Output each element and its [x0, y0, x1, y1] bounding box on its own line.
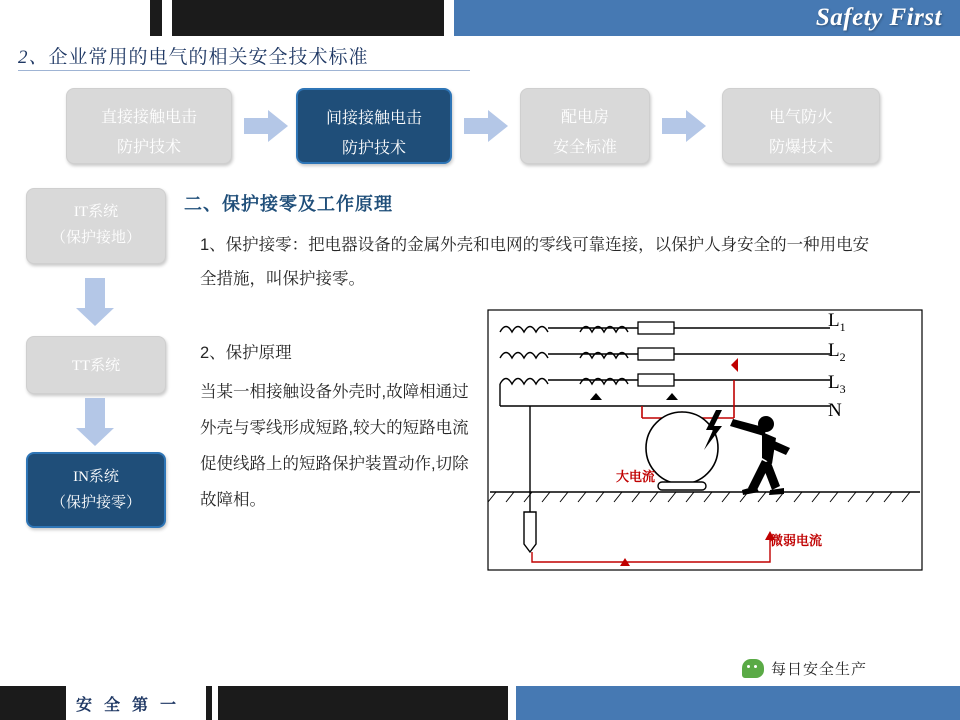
tn-system-schematic: [470, 300, 940, 600]
flow-box-line2: 安全标准: [552, 139, 617, 156]
flow-box-line2: 防护技术: [116, 139, 181, 156]
flow-box-line1: 直接接触电击: [100, 109, 197, 126]
paragraph-protective-neutral: 1、保护接零：把电器设备的金属外壳和电网的零线可靠连接，以保护人身安全的一种用电安全措施，叫保护接零。: [200, 236, 870, 288]
sidebar-item-line1: TT系统: [71, 358, 121, 374]
content-heading: 二、保护接零及工作原理: [184, 194, 393, 214]
annotation-weak-current: 微弱电流: [770, 533, 823, 548]
paragraph-principle-body: 当某一相接触设备外壳时,故障相通过外壳与零线形成短路,较大的短路电流促使线路上的短路保护装置动作,切除故障相。: [200, 383, 469, 509]
top-banner: [0, 0, 960, 36]
page-title: [18, 42, 369, 69]
section-number: 2、: [18, 47, 49, 68]
wechat-account-name: 每日安全生产: [771, 662, 868, 678]
flow-box-direct-contact[interactable]: [66, 88, 232, 164]
banner-segment-white: [0, 0, 150, 36]
footer-banner: [0, 686, 960, 720]
phase-label-l3: $L_3$: [828, 372, 846, 396]
phase-label-l1: $L_1$: [828, 310, 846, 334]
sidebar-item-tt-system[interactable]: [26, 336, 166, 394]
sidebar-item-it-system[interactable]: [26, 188, 166, 264]
sidebar-item-line1: IT系统: [73, 204, 119, 220]
sidebar-item-line1: IN系统: [73, 469, 119, 485]
sidebar-item-in-system[interactable]: [26, 452, 166, 528]
flow-box-indirect-contact[interactable]: [296, 88, 452, 164]
heading-divider: [18, 70, 470, 71]
footer-segment-blue: [516, 686, 960, 720]
paragraph-principle-title: 2、保护原理: [200, 344, 292, 362]
flow-box-line2: 防爆技术: [768, 139, 833, 156]
wechat-icon: [742, 659, 764, 678]
flow-box-fire-explosion[interactable]: [722, 88, 880, 164]
phase-label-l2: $L_2$: [828, 340, 846, 364]
flow-box-distribution-room[interactable]: [520, 88, 650, 164]
flow-box-line2: 防护技术: [341, 140, 406, 157]
banner-segment-white: [444, 0, 454, 36]
neutral-label-n: N: [828, 400, 842, 421]
safety-first-title: Safety First: [815, 4, 942, 31]
flow-box-line1: 电气防火: [768, 109, 833, 126]
flow-box-line1: 间接接触电击: [325, 110, 422, 127]
flow-box-line1: 配电房: [560, 109, 609, 126]
section-title-text: 企业常用的电气的相关安全技术标准: [48, 47, 369, 68]
footer-segment-white: [508, 686, 516, 720]
sidebar-item-line2: （保护接零）: [50, 495, 141, 511]
wechat-badge: [742, 658, 867, 679]
footer-slogan: 安 全 第 一: [76, 697, 181, 714]
banner-segment-white: [162, 0, 172, 36]
banner-segment-dark: [172, 0, 444, 36]
annotation-large-current: 大电流: [616, 469, 656, 484]
footer-segment-dark: [218, 686, 508, 720]
sidebar-item-line2: （保护接地）: [50, 230, 141, 246]
banner-segment-dark: [150, 0, 162, 36]
footer-segment-dark: [0, 686, 66, 720]
